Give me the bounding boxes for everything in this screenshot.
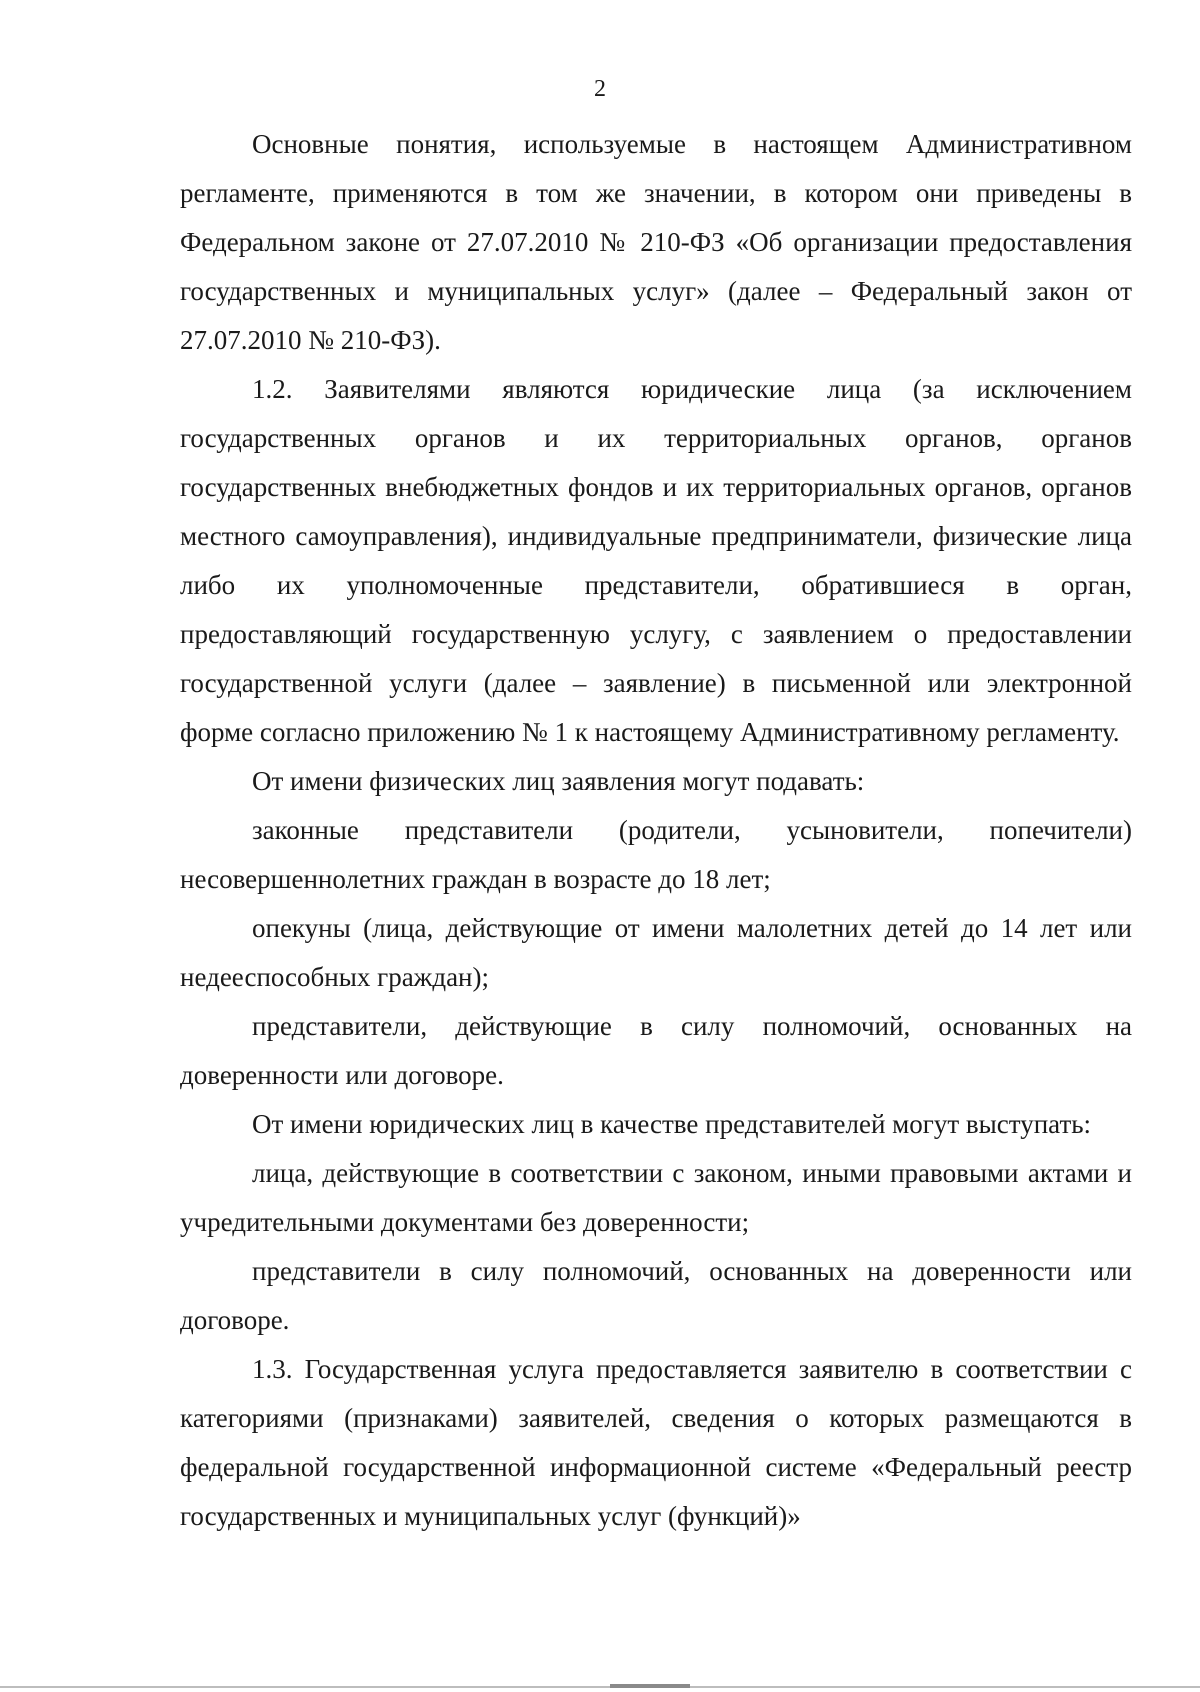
paragraph-individuals-intro: От имени физических лиц заявления могут подавать:	[252, 766, 865, 796]
paragraph-legal-entities-intro: От имени юридических лиц в качестве представителей могут выступать:	[252, 1109, 1092, 1139]
paragraph-authorized-representatives: представители, действующие в силу полномочий, основанных на доверенности или договоре.	[180, 1011, 1132, 1090]
paragraph-persons-acting-by-law: лица, действующие в соответствии с законом, иными правовыми актами и учредительными документами без доверенности;	[180, 1158, 1132, 1237]
paragraph-definitions: Основные понятия, используемые в настоящем Административном регламенте, применяются в том же значении, в котором они приведены в Федеральном законе от 27.07.2010 № 210-ФЗ «Об организации предоставления государственных и муниципальных услуг» (далее – Федеральный закон от 27.07.2010 № 210-ФЗ).	[180, 129, 1132, 355]
paragraph-1-2-applicants: 1.2. Заявителями являются юридические лица (за исключением государственных органов и их территориальных органов, органов государственных внебюджетных фондов и их территориальных органов, органов местного самоуправления), индивидуальные предприниматели, физические лица либо их уполномоченные представители, обратившиеся в орган, предоставляющий государственную услугу, с заявлением о предоставлении государственной услуги (далее – заявление) в письменной или электронной форме согласно приложению № 1 к настоящему Административному регламенту.	[180, 374, 1132, 747]
scan-edge-mark	[610, 1684, 690, 1688]
paragraph-1-3-service: 1.3. Государственная услуга предоставляется заявителю в соответствии с категориями (признаками) заявителей, сведения о которых размещаются в федеральной государственной информационной системе «Федеральный реестр государственных и муниципальных услуг (функций)»	[180, 1354, 1132, 1531]
document-body	[180, 120, 1132, 1541]
scan-edge-line	[0, 1686, 1200, 1688]
paragraph-guardians: опекуны (лица, действующие от имени малолетних детей до 14 лет или недееспособных граждан);	[180, 913, 1132, 992]
paragraph-representatives-by-power: представители в силу полномочий, основанных на доверенности или договоре.	[180, 1256, 1132, 1335]
page-number: 2	[594, 76, 606, 102]
paragraph-legal-representatives: законные представители (родители, усыновители, попечители) несовершеннолетних граждан в возрасте до 18 лет;	[180, 815, 1132, 894]
